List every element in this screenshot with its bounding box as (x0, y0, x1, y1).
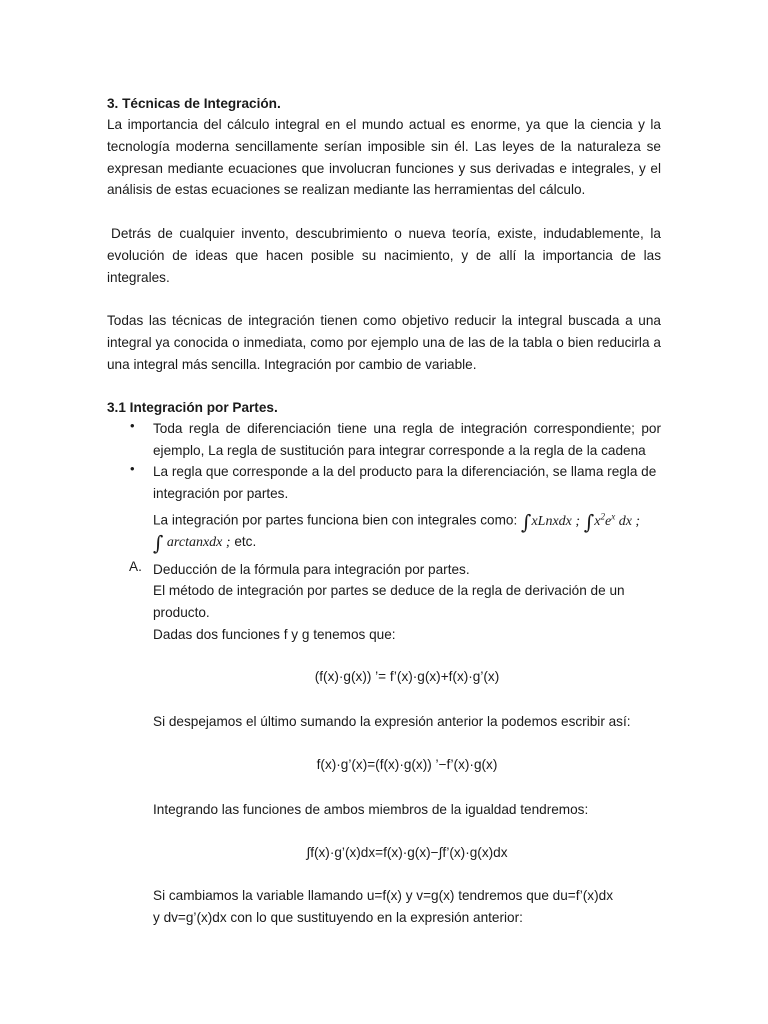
formula-product-rule: (f(x)·g(x)) ’= f’(x)·g(x)+f(x)·g’(x) (314, 669, 500, 684)
integral-icon: ∫ (583, 509, 595, 534)
paragraph-techniques: Todas las técnicas de integración tienen como objetivo reducir la integral buscada a una integral ya conocida o inmediata, como por ejemplo una de las de la tabla o bien reducirla a una integral más sencilla. Integración por cambio de variable. (107, 313, 661, 372)
item-a-line-1: El método de integración por partes se deduce de la regla de derivación de un producto. (153, 583, 625, 620)
item-a-line-5a: Si cambiamos la variable llamando u=f(x) y v=g(x) tendremos que du=f’(x)dx (153, 888, 613, 903)
list-item-text: La regla que corresponde a la del producto para la diferenciación, se llama regla de integración por partes. (153, 464, 657, 501)
examples-line-2 (153, 531, 256, 554)
etc-text: etc. (234, 534, 257, 549)
item-a-marker: A. (129, 559, 142, 574)
formula-rearranged: f(x)·g’(x)=(f(x)·g(x)) ’−f’(x)·g(x) (316, 757, 498, 772)
integral-icon: ∫ (521, 509, 532, 534)
item-a-title: Deducción de la fórmula para integración por partes. (153, 562, 470, 577)
paragraph-inventions: Detrás de cualquier invento, descubrimiento o nueva teoría, existe, indudablemente, la evolución de ideas que hacen posible su nacimiento, y de allí la importancia de las integrales. (107, 226, 661, 285)
math-example-1: ∫xLnxdx ; (521, 509, 581, 534)
item-a-line-3: Si despejamos el último sumando la expresión anterior la podemos escribir así: (153, 714, 631, 729)
formula-integrated: ∫f(x)·g’(x)dx=f(x)·g(x)−∫f’(x)·g(x)dx (306, 845, 508, 860)
item-a-line-4: Integrando las funciones de ambos miembros de la igualdad tendremos: (153, 802, 589, 817)
item-a-line-5b: y dv=g’(x)dx con lo que sustituyendo en la expresión anterior: (153, 910, 523, 925)
math-example-2: $\int x^2e^x$ dx ; (583, 509, 641, 534)
works-well-text: La integración por partes funciona bien con integrales como: (153, 512, 518, 528)
math-example-3: ∫ arctanxdx ; (153, 531, 231, 555)
section-3-title: 3. Técnicas de Integración. (107, 96, 281, 111)
bullet-icon: • (130, 418, 135, 433)
list-item-text: Toda regla de diferenciación tiene una regla de integración correspondiente; por ejemplo, La regla de sustitución para integrar corresponde a la regla de la cadena (153, 421, 661, 458)
integral-icon: ∫ (153, 531, 164, 555)
bullet-icon: • (130, 461, 135, 476)
section-3-1-title: 3.1 Integración por Partes. (107, 400, 278, 415)
item-a-line-2: Dadas dos funciones f y g tenemos que: (153, 627, 396, 642)
examples-line (153, 505, 673, 533)
paragraph-importance: La importancia del cálculo integral en el mundo actual es enorme, ya que la ciencia y la tecnología moderna sencillamente serían imposible sin él. Las leyes de la naturaleza se expresan mediante ecuaciones que involucran funciones y sus derivadas e integrales, y el análisis de estas ecuaciones se realizan mediante las herramientas del cálculo. (107, 117, 661, 198)
